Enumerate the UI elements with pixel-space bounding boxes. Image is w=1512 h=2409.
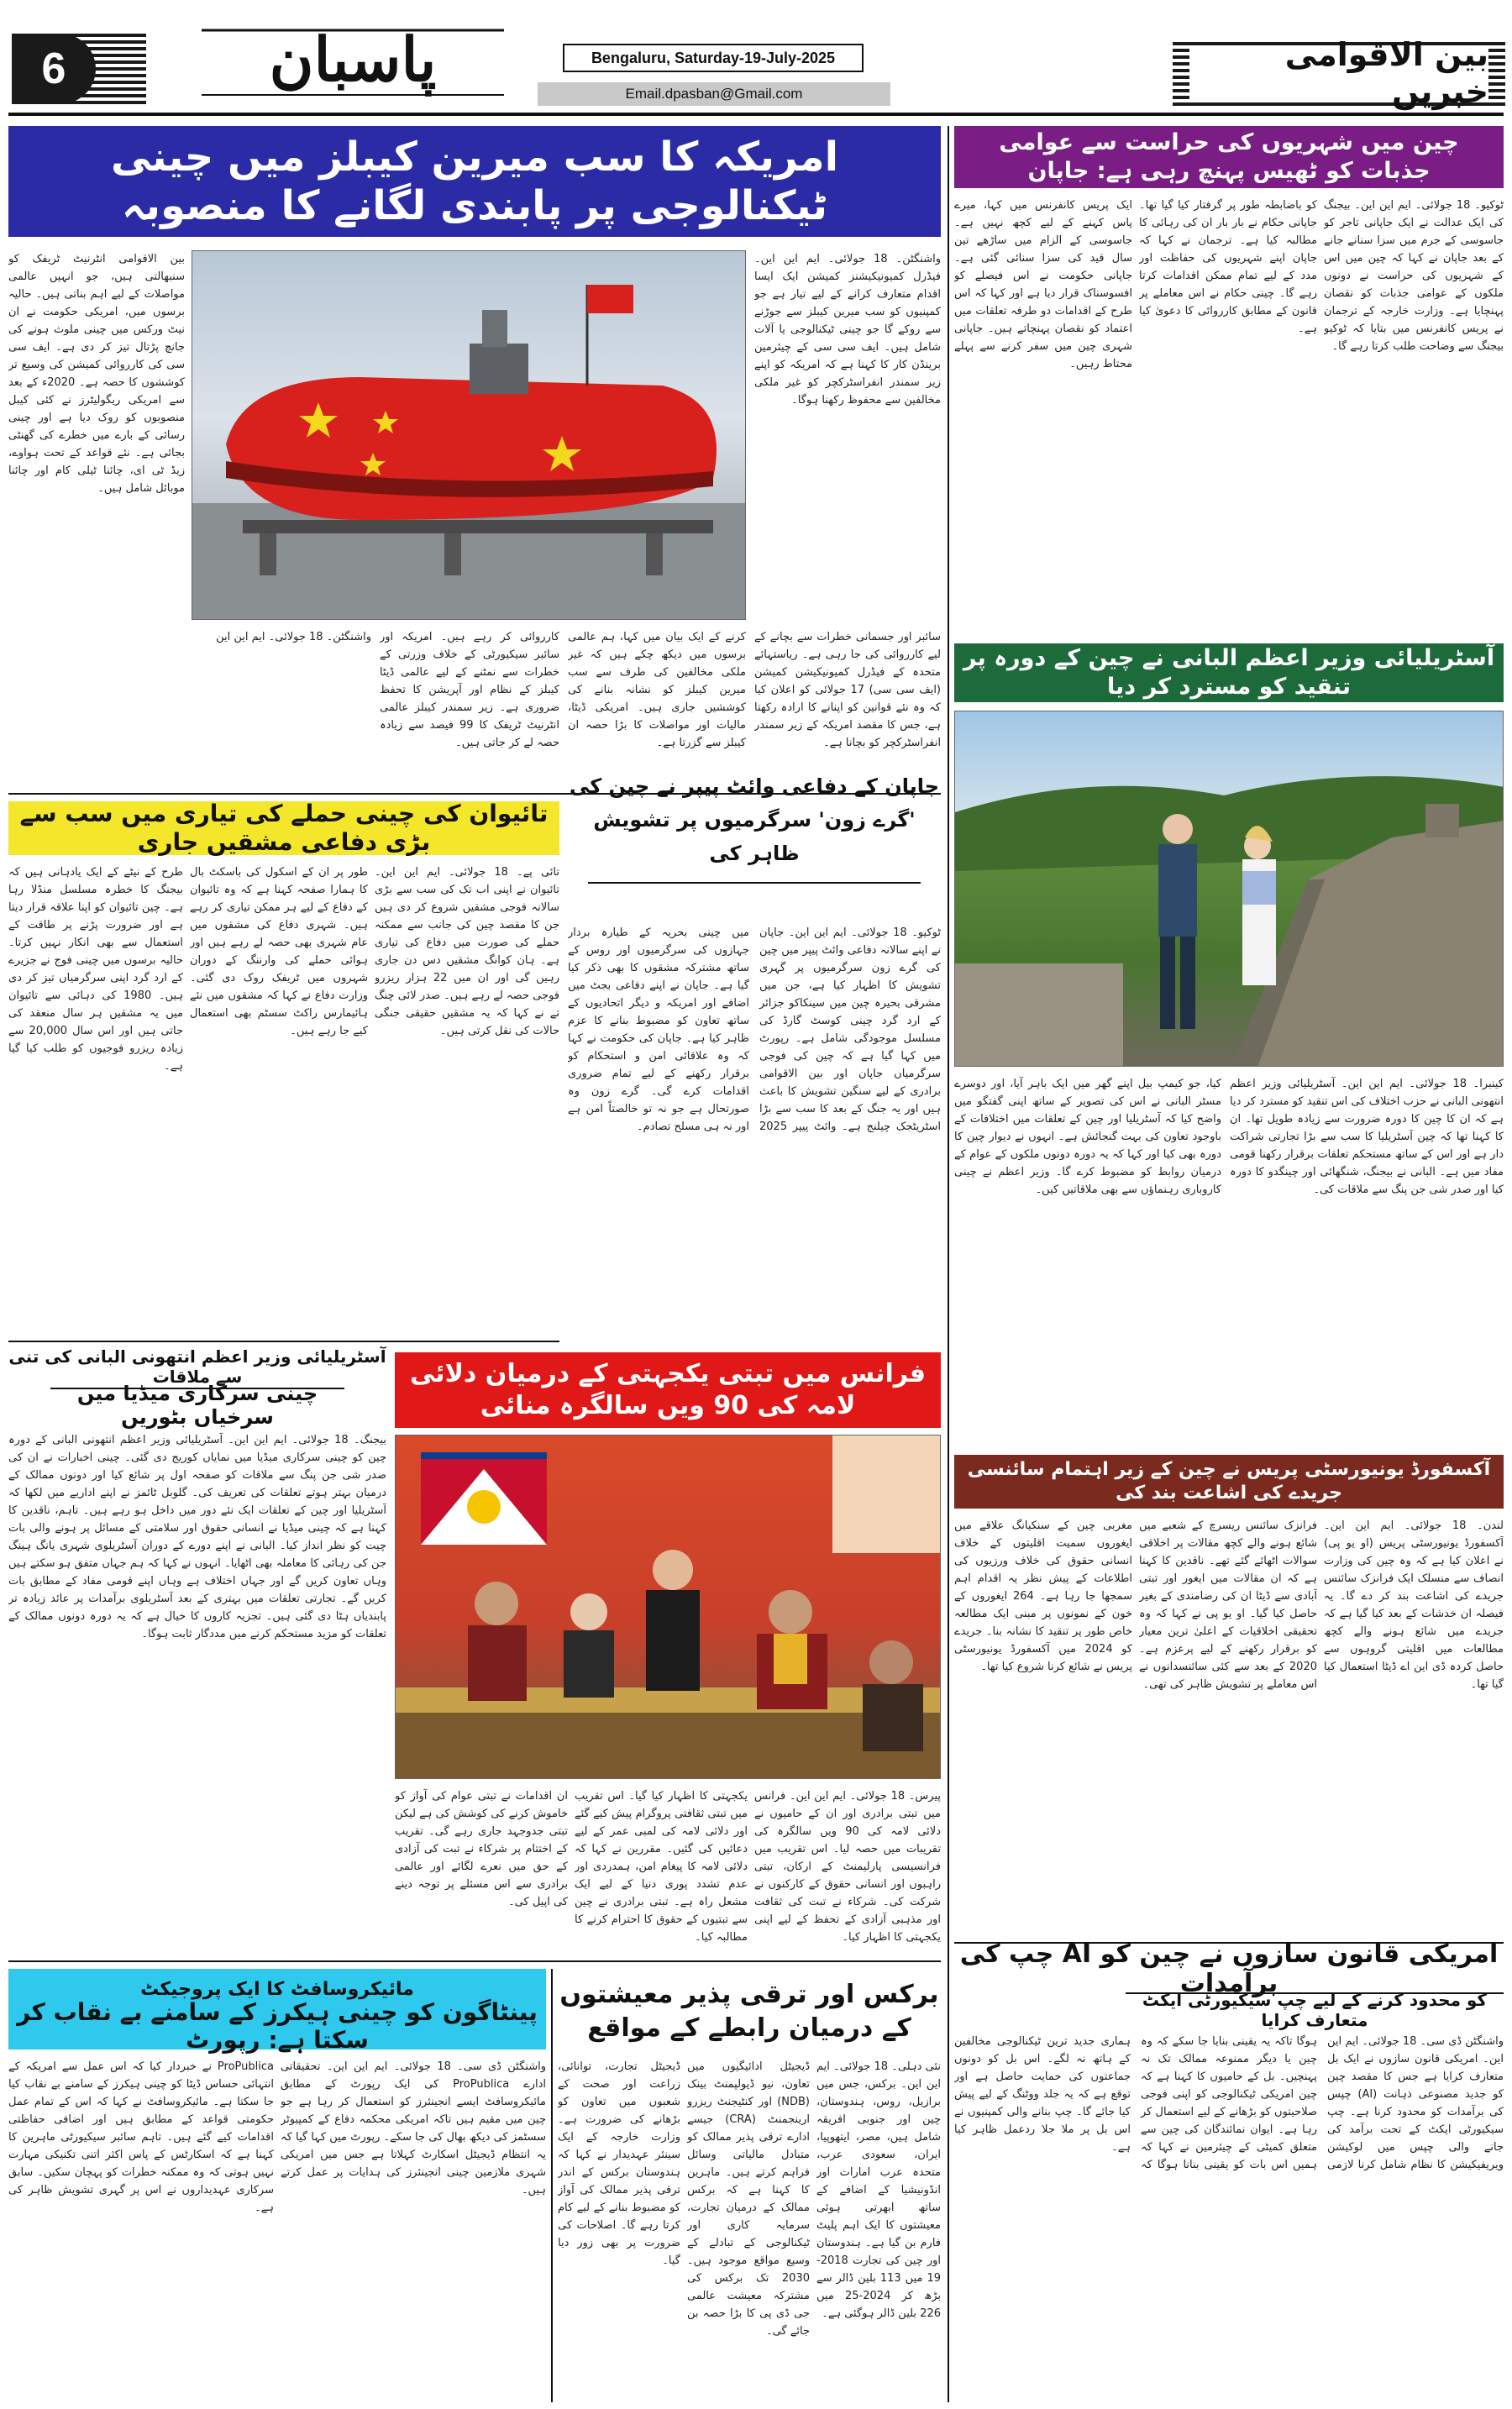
microsoft-col-2: ProPublica نے خبردار کیا کہ اس عمل سے امریکہ کے انتہائی حساس ڈیٹا کو چینی ہیکرز کے سامنے بے نقاب کیا جا سکتا ہے۔ مائیکروسافٹ نے کہا کہ اس کے تمام عمل حکومتی قواعد کے مطابق ہیں اور اضافی حفاظتی اقدامات کیے گئے ہیں۔ تاہم سائبر سیکیورٹی ماہرین کا کہنا ہے کہ اسکارٹس کے پاس اکثر اتنی تکنیکی مہارت نہیں ہوتی کہ وہ ممکنہ خطرات کو پہچان سکیں۔ سابق سرکاری عہدیداروں نے اس پر گہری تشویش ظاہر کی ہے۔ [8,2060,274,2214]
cable-col-2b: واشنگٹن۔ 18 جولائی۔ ایم این این [216,631,371,643]
section-title: بین الاقوامی خبریں [1284,36,1488,110]
submarine-illustration [192,251,746,620]
cable-col-2: کارروائی کر رہے ہیں۔ امریکہ اور سائبر سیکیورٹی کے خلاف وزرتی کے خطرات سے نمٹنے کے لیے عالمی ڈیٹا کیبلز کے نظام اور آپریشن کا تحفظ ضروری ہے۔ زیر سمندر کیبلز عالمی انٹرنیٹ ٹریفک کا 99 فیصد سے زیادہ حصہ لے کر جاتی ہیں۔ [380,631,559,749]
media-headline-b: چینی سرکاری میڈیا میں سرخیاں بٹوریں [50,1388,344,1421]
protest-col-3: ایک پریس کانفرنس میں کہا، میرے پاس کہنے کے لیے کچھ نہیں ہے۔ جاسوسی کے الزام میں ساڑھے تین سال قید کی سزا سنائی گئی ہے۔ جاپانی حکومت نے اس فیصلے کو افسوسناک قرار دیا ہے اور کہا کہ اس طرح کے اقدامات دو طرفہ تعلقات میں اعتماد کو نقصان پہنچاتے ہیں۔ جاپانی شہری چین میں سفر کرنے سے پہلے محتاط رہیں۔ [954,199,1132,370]
email-bar [538,82,890,106]
tibet-col-1: پیرس۔ 18 جولائی۔ ایم این این۔ فرانس میں تبتی برادری اور ان کے حامیوں نے دلائی لامہ کی 90 ویں سالگرہ کی تقریبات میں حصہ لیا۔ اس تقریب میں فرانسیسی پارلیمنٹ کے ارکان، تبتی راہبوں اور انسانی حقوق کے کارکنوں نے شرکت کی۔ شرکاء نے تبت کی ثقافت اور مذہبی آزادی کے تحفظ کے لیے اپنی یکجہتی کا اظہار کیا۔ [754,1790,941,1944]
media-body: بیجنگ۔ 18 جولائی۔ ایم این این۔ آسٹریلیائی وزیر اعظم انتھونی البانی کے دورہ چین کو چینی سرکاری میڈیا میں نمایاں کوریج دی گئی۔ چینی اخبارات نے ان کی صدر شی جن پنگ سے ملاقات کو صفحہ اول پر شائع کیا اور دونوں ممالک کے درمیان بہتر ہوتے تعلقات کی تعریف کی۔ گلوبل ٹائمز نے اپنے اداریے میں لکھا کہ آسٹریلیا اور چین کے تعلقات ایک نئے دور میں داخل ہو رہے ہیں۔ تاہم، ناقدین کا کہنا ہے کہ چینی میڈیا نے انسانی حقوق اور سلامتی کے مسائل پر ہونے والی بات چیت کو نظر انداز کیا۔ البانی نے اپنے دورے کے دوران آسٹریلوی شہری یانگ ہینگ جن کی رہائی کا معاملہ بھی اٹھایا۔ انہوں نے کہا کہ ہم جہاں متفق ہو سکتے ہیں وہاں تعاون کریں گے اور جہاں اختلاف ہے وہاں اپنے قومی مفاد کے مطابق بات کریں گے۔ تجارتی تعلقات میں بہتری کے بعد آسٹریلوی برآمدات پر عائد زیادہ تر پابندیاں ہٹا دی گئی ہیں۔ تجزیہ کاروں کا خیال ہے کہ یہ دورہ دونوں ممالک کے تعلقات کو مزید مستحکم کرنے میں مددگار ثابت ہوگا۔ [8,1434,386,1640]
japan-body: ٹوکیو۔ 18 جولائی۔ ایم این این۔ جاپان نے اپنے سالانہ دفاعی وائٹ پیپر میں چین کی گرے زون سرگرمیوں پر گہری تشویش کا اظہار کیا ہے، جن میں مشرقی بحیرہ چین میں سینکاکو جزائر کے ارد گرد چینی کوسٹ گارڈ کی مسلسل موجودگی شامل ہے۔ رپورٹ میں کہا گیا ہے کہ چین کی فوجی سرگرمیاں جاپان اور بین الاقوامی برادری کے لیے سنگین تشویش کا باعث ہیں اور یہ جنگ کے بعد کا سب سے بڑا اسٹریٹجک چیلنج ہے۔ وائٹ پیپر 2025 میں چینی بحریہ کے طیارہ بردار جہازوں کی سرگرمیوں اور روس کے ساتھ مشترکہ مشقوں کا بھی ذکر کیا گیا ہے۔ جاپان نے اپنے دفاعی بجٹ میں اضافے اور امریکہ و دیگر اتحادیوں کے ساتھ تعاون کو مضبوط بنانے کا عزم ظاہر کیا ہے۔ جاپان کی حکومت نے کہا کہ وہ علاقائی امن و استحکام کو برقرار رکھنے کے لیے تمام ضروری اقدامات کرے گی۔ گرے زون وہ صورتحال ہے جو نہ تو خالصتاً امن ہے اور نہ ہی مسلح تصادم۔ [568,926,941,1133]
albanese-col-2: کیا، جو کیمپ بیل اپنے گھر میں ایک باہر آیا، اور دوسرے مسٹر البانی نے اس کی تصویر کے ساتھ اپنی گفتگو میں واضح کیا کہ آسٹریلیا اور چین کے تعلقات میں اختلافات کے باوجود تعاون کی بہت گنجائش ہے۔ انہوں نے دیوار چین کا دورہ بھی کیا اور کہا کہ یہ دورہ دونوں ملکوں کے عوام کے درمیان روابط کو مضبوط کرے گا۔ وزیر اعظم نے چینی کاروباری رہنماؤں سے بھی ملاقاتیں کیں۔ [954,1078,1221,1196]
tibet-headline: فرانس میں تبتی یکجہتی کے درمیان دلائی لامہ کی 90 ویں سالگرہ منائی [395,1352,941,1428]
brics-col-3: ڈیجیٹل تجارت، توانائی، زراعت اور صحت کے شعبوں میں تعاون کو بڑھانے کی ضرورت ہے۔ وزارت خارجہ کے ایک سینئر عہدیدار نے کہا کہ ہندوستان برکس کے اندر ترقی پذیر ممالک کی آواز کو مضبوط بنانے کے لیے کام کرتا رہے گا۔ اصلاحات کی ضرورت پر بھی زور دیا گیا۔ [558,2060,680,2267]
oxford-headline: آکسفورڈ یونیورسٹی پریس نے چین کے زیر اہتمام سائنسی جریدے کی اشاعت بند کی [954,1455,1504,1509]
page-number: 6 [41,45,66,93]
taiwan-col-2: طور پر ان کے اسکول کی باسکٹ بال کا ہمارا صفحہ کہنا ہے کہ وہ تائیوان کے دفاع کے لیے ہر ممکن تیاری کر رہے ہیں۔ شہری دفاع کی مشقوں میں عام شہری بھی حصہ لے رہے ہیں اور ہوائی حملے کی وارننگ کے دوران شہروں میں ٹریفک روک دی گئی۔ وزارت دفاع نے کہا کہ مشقوں میں نئے ہائیمارس راکٹ سسٹم بھی استعمال کیے جا رہے ہیں۔ [190,866,368,1037]
cable-col-right: واشنگٹن۔ 18 جولائی۔ ایم این این۔ فیڈرل کمیونیکیشنز کمیشن ایک ایسا اقدام متعارف کرانے کے لیے تیار ہے جو کمپنیوں کو سب میرین کیبلز سے جوڑنے سے روکے گا جو چینی ٹیکنالوجی یا آلات شامل ہیں۔ ایف سی سی کے چیئرمین برینڈن کار کا کہنا ہے کہ امریکہ کو اپنے زیر سمندر انفراسٹرکچر کو غیر ملکی مخالفین سے محفوظ رکھنا ہوگا۔ [754,253,941,407]
section-banner [1173,36,1505,110]
chip-headline-b: کو محدود کرنے کے لیے چپ سیکیورٹی ایکٹ متعارف کرایا [1126,1992,1504,2026]
tibet-event-photo [395,1435,941,1779]
japan-headline-rule [588,882,921,884]
brics-col-2: ڈیجیٹل ادائیگیوں میں تعاون، نیو ڈیولپمنٹ بینک (NDB) اور کنٹیجنٹ ریزرو ارینجمنٹ (CRA) جیسے ادارے ترقی پذیر ممالک کو متبادل مالیاتی وسائل فراہم کرتے ہیں۔ ماہرین کا کہنا ہے کہ برکس ممالک کے درمیان تجارت، سرمایہ کاری اور ٹیکنالوجی کے تبادلے کے وسیع مواقع موجود ہیں۔ 2030 تک برکس کی مشترکہ معیشت عالمی جی ڈی پی کا بڑا حصہ بن جائے گی۔ [687,2060,810,2338]
divider-bottom-left [8,1960,941,1962]
email-address: Email.dpasban@Gmail.com [625,86,803,102]
taiwan-col-3: طرح کے نیٹے کے ایک یادہانی ہیں کہ بیجنگ کا خطرہ مسلسل منڈلا رہا ہے۔ چین تائیوان کو اپنا علاقہ قرار دیتا ہے اور ضرورت پڑنے پر طاقت کے استعمال سے بھی انکار نہیں کرتا۔ حالیہ برسوں میں چینی فوج نے جزیرے کے ارد گرد اپنی سرگرمیاں تیز کر دی ہیں۔ 1980 کی دہائی سے تائیوان میں یہ مشقیں ہر سال منعقد کی جاتی ہیں اور اس سال 20,000 سے زیادہ ریزرو فوجیوں کو طلب کیا گیا ہے۔ [8,866,183,1073]
media-headline-a: آسٹریلیائی وزیر اعظم انتھونی البانی کی تنی سے ملاقات [8,1346,386,1387]
protest-col-2: کو باضابطہ طور پر گرفتار کیا گیا تھا۔ جاپانی حکام نے بار بار ان کی رہائی کا مطالبہ کیا ہے۔ ترجمان نے کہا کہ جاپان اپنے شہریوں کی حفاظت اور مدد کے لیے تمام ممکن اقدامات کرتا رہے گا۔ چینی حکام نے اس معاملے پر قانون کے مطابق کارروائی کا دعویٰ کیا ہے۔ [1139,199,1317,335]
divider-microsoft-brics [551,1969,553,2402]
divider-taiwan [8,1341,559,1342]
tibet-col-3: ان اقدامات نے تبتی عوام کی آواز کو خاموش کرنے کی کوشش کی ہے لیکن تبتی جدوجہد جاری رہے گی۔ تقریب کے اختتام پر شرکاء نے تبت کی آزادی کے حق میں نعرے لگائے اور عالمی برادری سے اس مسئلے پر توجہ دینے کی اپیل کی۔ [395,1790,568,1908]
brics-col-1: نئی دہلی۔ 18 جولائی۔ ایم این این۔ برکس، جس میں برازیل، روس، ہندوستان، چین اور جنوبی افریقہ شامل ہیں، مصر، ایتھوپیا، ایران، سعودی عرب، متحدہ عرب امارات اور انڈونیشیا کے اضافے کے ساتھ ابھرتی ہوئی معیشتوں کا ایک اہم پلیٹ فارم بن گیا ہے۔ ہندوستان اور چین کی تجارت 2018-19 میں 113 بلین ڈالر سے بڑھ کر 2024-25 میں 226 بلین ڈالر ہوگئی ہے۔ [816,2060,941,2320]
microsoft-headline: پینٹاگون کو چینی ہیکرز کے سامنے بے نقاب کر سکتا ہے: رپورٹ [17,1998,538,2054]
oxford-col-1: لندن۔ 18 جولائی۔ ایم این این۔ آکسفورڈ یونیورسٹی پریس (او یو پی) نے اعلان کیا ہے کہ وہ چین کی وزارت انصاف سے منسلک ایک فرانزک سائنس جریدے کی اشاعت بند کر دے گا۔ یہ فیصلہ ان خدشات کے بعد کیا گیا ہے کہ جریدے میں شائع ہونے والے کچھ مطالعات میں اقلیتی گروہوں سے حاصل کردہ ڈی این اے ڈیٹا استعمال کیا گیا تھا۔ [1324,1519,1504,1691]
microsoft-col-1: واشنگٹن ڈی سی۔ 18 جولائی۔ ایم این این۔ تحقیقاتی ادارے ProPublica کی ایک رپورٹ کے مطابق مائیکروسافٹ ایسے انجینئرز کو استعمال کر رہا ہے جو چین میں مقیم ہیں تاکہ امریکی محکمہ دفاع کے کمپیوٹر سسٹمز کی دیکھ بھال کی جا سکے۔ رپورٹ میں کہا گیا کہ یہ انتظام ڈیجیٹل اسکارٹ کہلاتا ہے جس میں امریکی شہری ملازمین چینی انجینئرز کی ہدایات پر عمل کرتے ہیں۔ [281,2060,546,2196]
edition-date: Bengaluru, Saturday-19-July-2025 [591,49,836,66]
logo-text: پاسبان [269,24,437,95]
cable-headline: امریکہ کا سب میرین کیبلز میں چینی ٹیکنالوجی پر پابندی لگانے کا منصوبہ [8,126,941,237]
great-wall-illustration [955,711,1504,1067]
microsoft-headline-box [8,1969,546,2054]
taiwan-headline: تائیوان کی چینی حملے کی تیاری میں سب سے بڑی دفاعی مشقیں جاری [8,801,559,855]
japan-headline-a: جاپان کے دفاعی وائٹ پیپر نے چین کی 'گرے زون' سرگرمیوں پر تشویش ظاہر کی [569,774,940,865]
submarine-photo [192,250,746,620]
tibet-col-2: یکجہتی کا اظہار کیا گیا۔ اس تقریب میں تبتی ثقافتی پروگرام پیش کیے گئے اور دلائی لامہ کی لمبی عمر کے لیے دعائیں کی گئیں۔ مقررین نے کہا کہ دلائی لامہ کا پیغام امن، ہمدردی اور عدم تشدد پوری دنیا کے لیے ایک مشعل راہ ہے۔ تبتی برادری نے چین سے تبتیوں کے حقوق کا احترام کرنے کا مطالبہ کیا۔ [575,1790,748,1944]
cable-col-3: کرنے کے ایک بیان میں کہا، ہم عالمی برسوں میں دیکھ چکے ہیں کہ غیر ملکی مخالفین کی طرف سے سب میرین کیبلز کو نشانہ بنانے کی کوششیں جاری ہیں۔ امریکی ڈیٹا، مالیات اور مواصلات کا بڑا حصہ ان کیبلز سے گزرتا ہے۔ [568,631,746,749]
masthead-divider [8,113,1504,116]
albanese-col-1: کینبرا۔ 18 جولائی۔ ایم این این۔ آسٹریلیائی وزیر اعظم انتھونی البانی نے حزب اختلاف کی اس تنقید کو مسترد کر دیا ہے کہ ان کا چین کا دورہ ضرورت سے زیادہ طویل تھا۔ ان کا کہنا تھا کہ چین آسٹریلیا کا سب سے بڑا تجارتی شراکت دار ہے اور اس کے ساتھ مستحکم تعلقات برقرار رکھنا قومی مفاد میں ہے۔ البانی نے بیجنگ، شنگھائی اور چینگدو کا دورہ کیا اور صدر شی جن پنگ سے ملاقات کی۔ [1230,1078,1504,1196]
microsoft-kicker: مائیکروسافٹ کا ایک پروجیکٹ [140,1978,414,2000]
date-box [563,44,864,72]
protest-col-1: ٹوکیو۔ 18 جولائی۔ ایم این این۔ بیجنگ کی ایک عدالت نے ایک جاپانی تاجر کو جاسوسی کے جرم میں سزا سنانے جانے کے بعد جاپان نے کہا کہ چین میں اس کے شہریوں کی حراست نے دونوں ملکوں کے عوامی جذبات کو نقصان پہنچایا ہے۔ وزارت خارجہ کے ترجمان نے پریس کانفرنس میں بتایا کہ ٹوکیو بیجنگ سے وضاحت طلب کرتا رہے گا۔ [1324,199,1504,353]
chip-body: واشنگٹن ڈی سی۔ 18 جولائی۔ ایم این این۔ امریکی قانون سازوں نے ایک بل متعارف کرایا ہے جس کا مقصد چین کو جدید مصنوعی ذہانت (AI) چپس کی برآمدات کو محدود کرنا ہے۔ چپ سیکیورٹی ایکٹ کے تحت برآمد کی جانے والی چپس میں لوکیشن ویریفیکیشن کا نظام شامل کرنا لازمی ہوگا تاکہ یہ یقینی بنایا جا سکے کہ وہ چین یا دیگر ممنوعہ ممالک تک نہ پہنچیں۔ بل کے حامیوں کا کہنا ہے کہ چین امریکی ٹیکنالوجی کو اپنی فوجی صلاحیتوں کو بڑھانے کے لیے استعمال کر رہا ہے۔ ایوان نمائندگان کی چین سے متعلق کمیٹی کے چیئرمین نے کہا کہ ہمیں اس بات کو یقینی بنانا ہوگا کہ ہماری جدید ترین ٹیکنالوجی مخالفین کے ہاتھ نہ لگے۔ اس بل کو دونوں جماعتوں کی حمایت حاصل ہے اور توقع ہے کہ یہ جلد ووٹنگ کے لیے پیش کیا جائے گا۔ چپ بنانے والی کمپنیوں نے اس بل پر ملا جلا ردعمل ظاہر کیا ہے۔ [954,2035,1504,2171]
brics-headline: برکس اور ترقی پذیر معیشتوں کے درمیان رابطے کے مواقع [559,1980,939,2043]
column-divider [948,126,949,2402]
oxford-col-3: مغربی چین کے سنکیانگ علاقے میں ایغوروں سمیت اقلیتوں کے خلاف انسانی حقوق کی خلاف ورزیوں کی اطلاعات کے پیش نظر یہ اقدام اہم سمجھا جا رہا ہے۔ 264 ایغوروں کے خون کے نمونوں پر مبنی ایک مطالعہ خاص طور پر تنقید کا نشانہ بنا۔ جریدے کو 2024 میں آکسفورڈ یونیورسٹی پریس نے شائع کرنا شروع کیا تھا۔ [954,1519,1132,1673]
albanese-headline: آسٹریلیائی وزیر اعظم البانی نے چین کے دورہ پر تنقید کو مسترد کر دیا [954,643,1504,702]
cable-col-far-left: بین الاقوامی انٹرنیٹ ٹریفک کو سنبھالتی ہیں، جو انہیں عالمی مواصلات کے لیے اہم بناتی ہیں۔ حالیہ برسوں میں، امریکی حکومت نے ان نیٹ ورکس میں چینی ملوث ہونے کی جانچ پڑتال تیز کر دی ہے۔ ایف سی سی کی کارروائی کمیشن کی وسیع تر کوششوں کا حصہ ہے۔ 2020ء کے بعد سے امریکی ریگولیٹرز نے کئی کیبل منصوبوں کو روک دیا ہے اور چینی رسائی کے بارے میں خطرے کی گھنٹی بجائی ہے۔ نئے قواعد کے تحت ہواوے، زیڈ ٹی ای، چائنا ٹیلی کام اور چائنا موبائل شامل ہیں۔ [8,253,185,495]
cable-col-4: سائبر اور جسمانی خطرات سے بچانے کے لیے کارروائی کی جا رہی ہے۔ ریاستہائے متحدہ کے فیڈرل کمیونیکیشن کمیشن (ایف سی سی) 17 جولائی کو اعلان کیا کہ وہ نئے قوانین کو اپنانے کا ارادہ رکھتا ہے، جس کا مقصد امریکہ کے زیر سمندر انفراسٹرکچر کو بچانا ہے۔ [754,631,941,749]
chip-headline-a: امریکی قانون سازوں نے چین کو AI چپ کی برآمدات [959,1939,1499,1998]
protest-headline: چین میں شہریوں کی حراست سے عوامی جذبات کو ٹھیس پہنچ رہی ہے: جاپان [954,126,1504,188]
tibet-event-illustration [396,1435,941,1779]
masthead-logo [168,15,538,103]
oxford-col-2: فرانزک سائنس ریسرچ کے شعبے میں شائع ہونے والے کچھ مقالات پر اخلاقی سوالات اٹھائے گئے تھے۔ ناقدین کا کہنا ہے کہ ان مقالات میں ایغور اور تبتی آبادی سے ڈیٹا ان کی رضامندی کے بغیر حاصل کیا گیا۔ او یو پی نے کہا کہ وہ تحقیقی اخلاقیات کے اعلیٰ ترین معیار کو برقرار رکھنے کے لیے پرعزم ہے۔ 2020 کے بعد سے کئی سائنسدانوں نے اس معاملے پر تشویش ظاہر کی تھی۔ [1139,1519,1317,1691]
great-wall-photo [954,711,1504,1067]
page-number-badge [12,34,96,104]
masthead [0,0,1512,109]
taiwan-col-1: تائی پے۔ 18 جولائی۔ ایم این این۔ تائیوان نے اپنی اب تک کی سب سے بڑی سالانہ فوجی مشقیں شروع کر دی ہیں جن کا مقصد چین کی جانب سے ممکنہ حملے کی صورت میں دفاع کی تیاری ہے۔ ہان کوانگ مشقیں دس دن جاری رہیں گی اور ان میں 22 ہزار ریزرو فوجی حصہ لے رہے ہیں۔ صدر لائی چنگ تے نے کہا کہ یہ مشقیں حقیقی جنگی حالات کی نقل کرتی ہیں۔ [375,866,559,1037]
